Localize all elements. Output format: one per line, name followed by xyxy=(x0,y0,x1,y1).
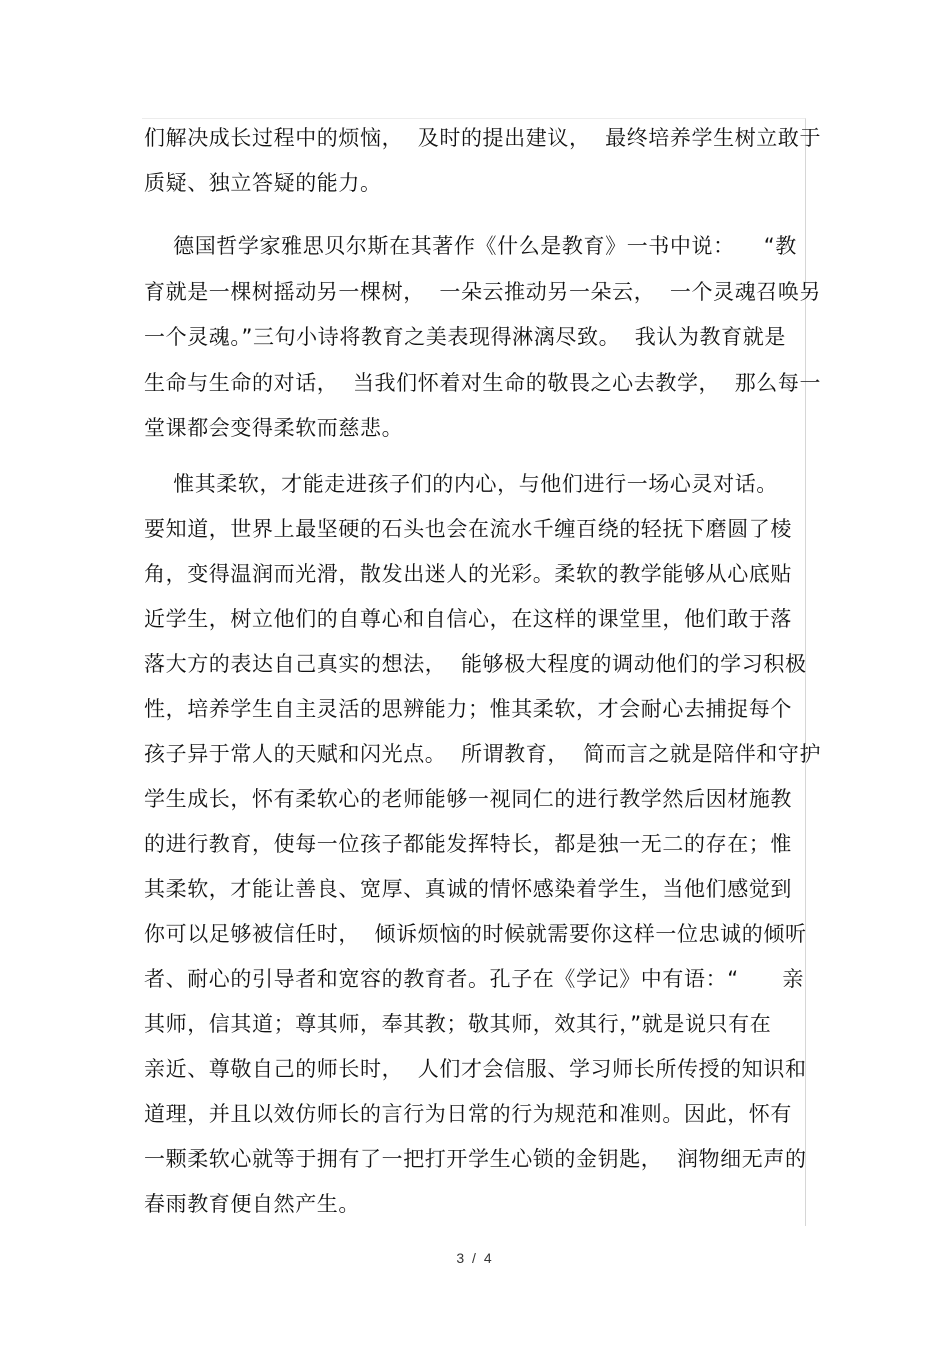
text-line: 的进行教育，使每一位孩子都能发挥特长，都是独一无二的存在；惟 xyxy=(144,832,792,856)
text-line: 你可以足够被信任时， 倾诉烦恼的时候就需要你这样一位忠诚的倾听 xyxy=(144,922,807,946)
text-line: 落大方的表达自己真实的想法， 能够极大程度的调动他们的学习积极 xyxy=(144,652,807,676)
text-line: 们解决成长过程中的烦恼， 及时的提出建议， 最终培养学生树立敢于 xyxy=(144,126,822,150)
text-line: 亲近、尊敬自己的师长时， 人们才会信服、学习师长所传授的知识和 xyxy=(144,1057,807,1081)
text-line: 春雨教育便自然产生。 xyxy=(144,1192,360,1216)
text-line: 一个灵魂。”三句小诗将教育之美表现得淋漓尽致。 我认为教育就是 xyxy=(144,325,786,349)
text-line: 育就是一棵树摇动另一棵树， 一朵云推动另一朵云， 一个灵魂召唤另 xyxy=(144,280,822,304)
text-line: 近学生，树立他们的自尊心和自信心，在这样的课堂里，他们敢于落 xyxy=(144,607,792,631)
text-line: 孩子异于常人的天赋和闪光点。 所谓教育， 简而言之就是陪伴和守护 xyxy=(144,742,822,766)
text-line: 惟其柔软，才能走进孩子们的内心，与他们进行一场心灵对话。 xyxy=(144,472,778,496)
text-line: 角，变得温润而光滑，散发出迷人的光彩。柔软的教学能够从心底贴 xyxy=(144,562,792,586)
text-line: 一颗柔软心就等于拥有了一把打开学生心锁的金钥匙， 润物细无声的 xyxy=(144,1147,807,1171)
text-line: 性，培养学生自主灵活的思辨能力；惟其柔软，才会耐心去捕捉每个 xyxy=(144,697,792,721)
text-line: 德国哲学家雅思贝尔斯在其著作《什么是教育》一书中说： “教 xyxy=(144,234,797,258)
page-number: 3 / 4 xyxy=(456,1250,494,1266)
text-line: 其柔软，才能让善良、宽厚、真诚的情怀感染着学生，当他们感觉到 xyxy=(144,877,792,901)
text-line: 其师，信其道；尊其师，奉其教；敬其师，效其行，”就是说只有在 xyxy=(144,1012,772,1036)
text-line: 堂课都会变得柔软而慈悲。 xyxy=(144,416,404,440)
text-line: 要知道，世界上最坚硬的石头也会在流水千缠百绕的轻抚下磨圆了棱 xyxy=(144,517,792,541)
text-line: 者、耐心的引导者和宽容的教育者。孔子在《学记》中有语：“ 亲 xyxy=(144,967,804,991)
text-line: 道理，并且以效仿师长的言行为日常的行为规范和准则。因此，怀有 xyxy=(144,1102,792,1126)
text-line: 质疑、独立答疑的能力。 xyxy=(144,171,382,195)
text-line: 生命与生命的对话， 当我们怀着对生命的敬畏之心去教学， 那么每一 xyxy=(144,371,822,395)
text-line: 学生成长，怀有柔软心的老师能够一视同仁的进行教学然后因材施教 xyxy=(144,787,792,811)
